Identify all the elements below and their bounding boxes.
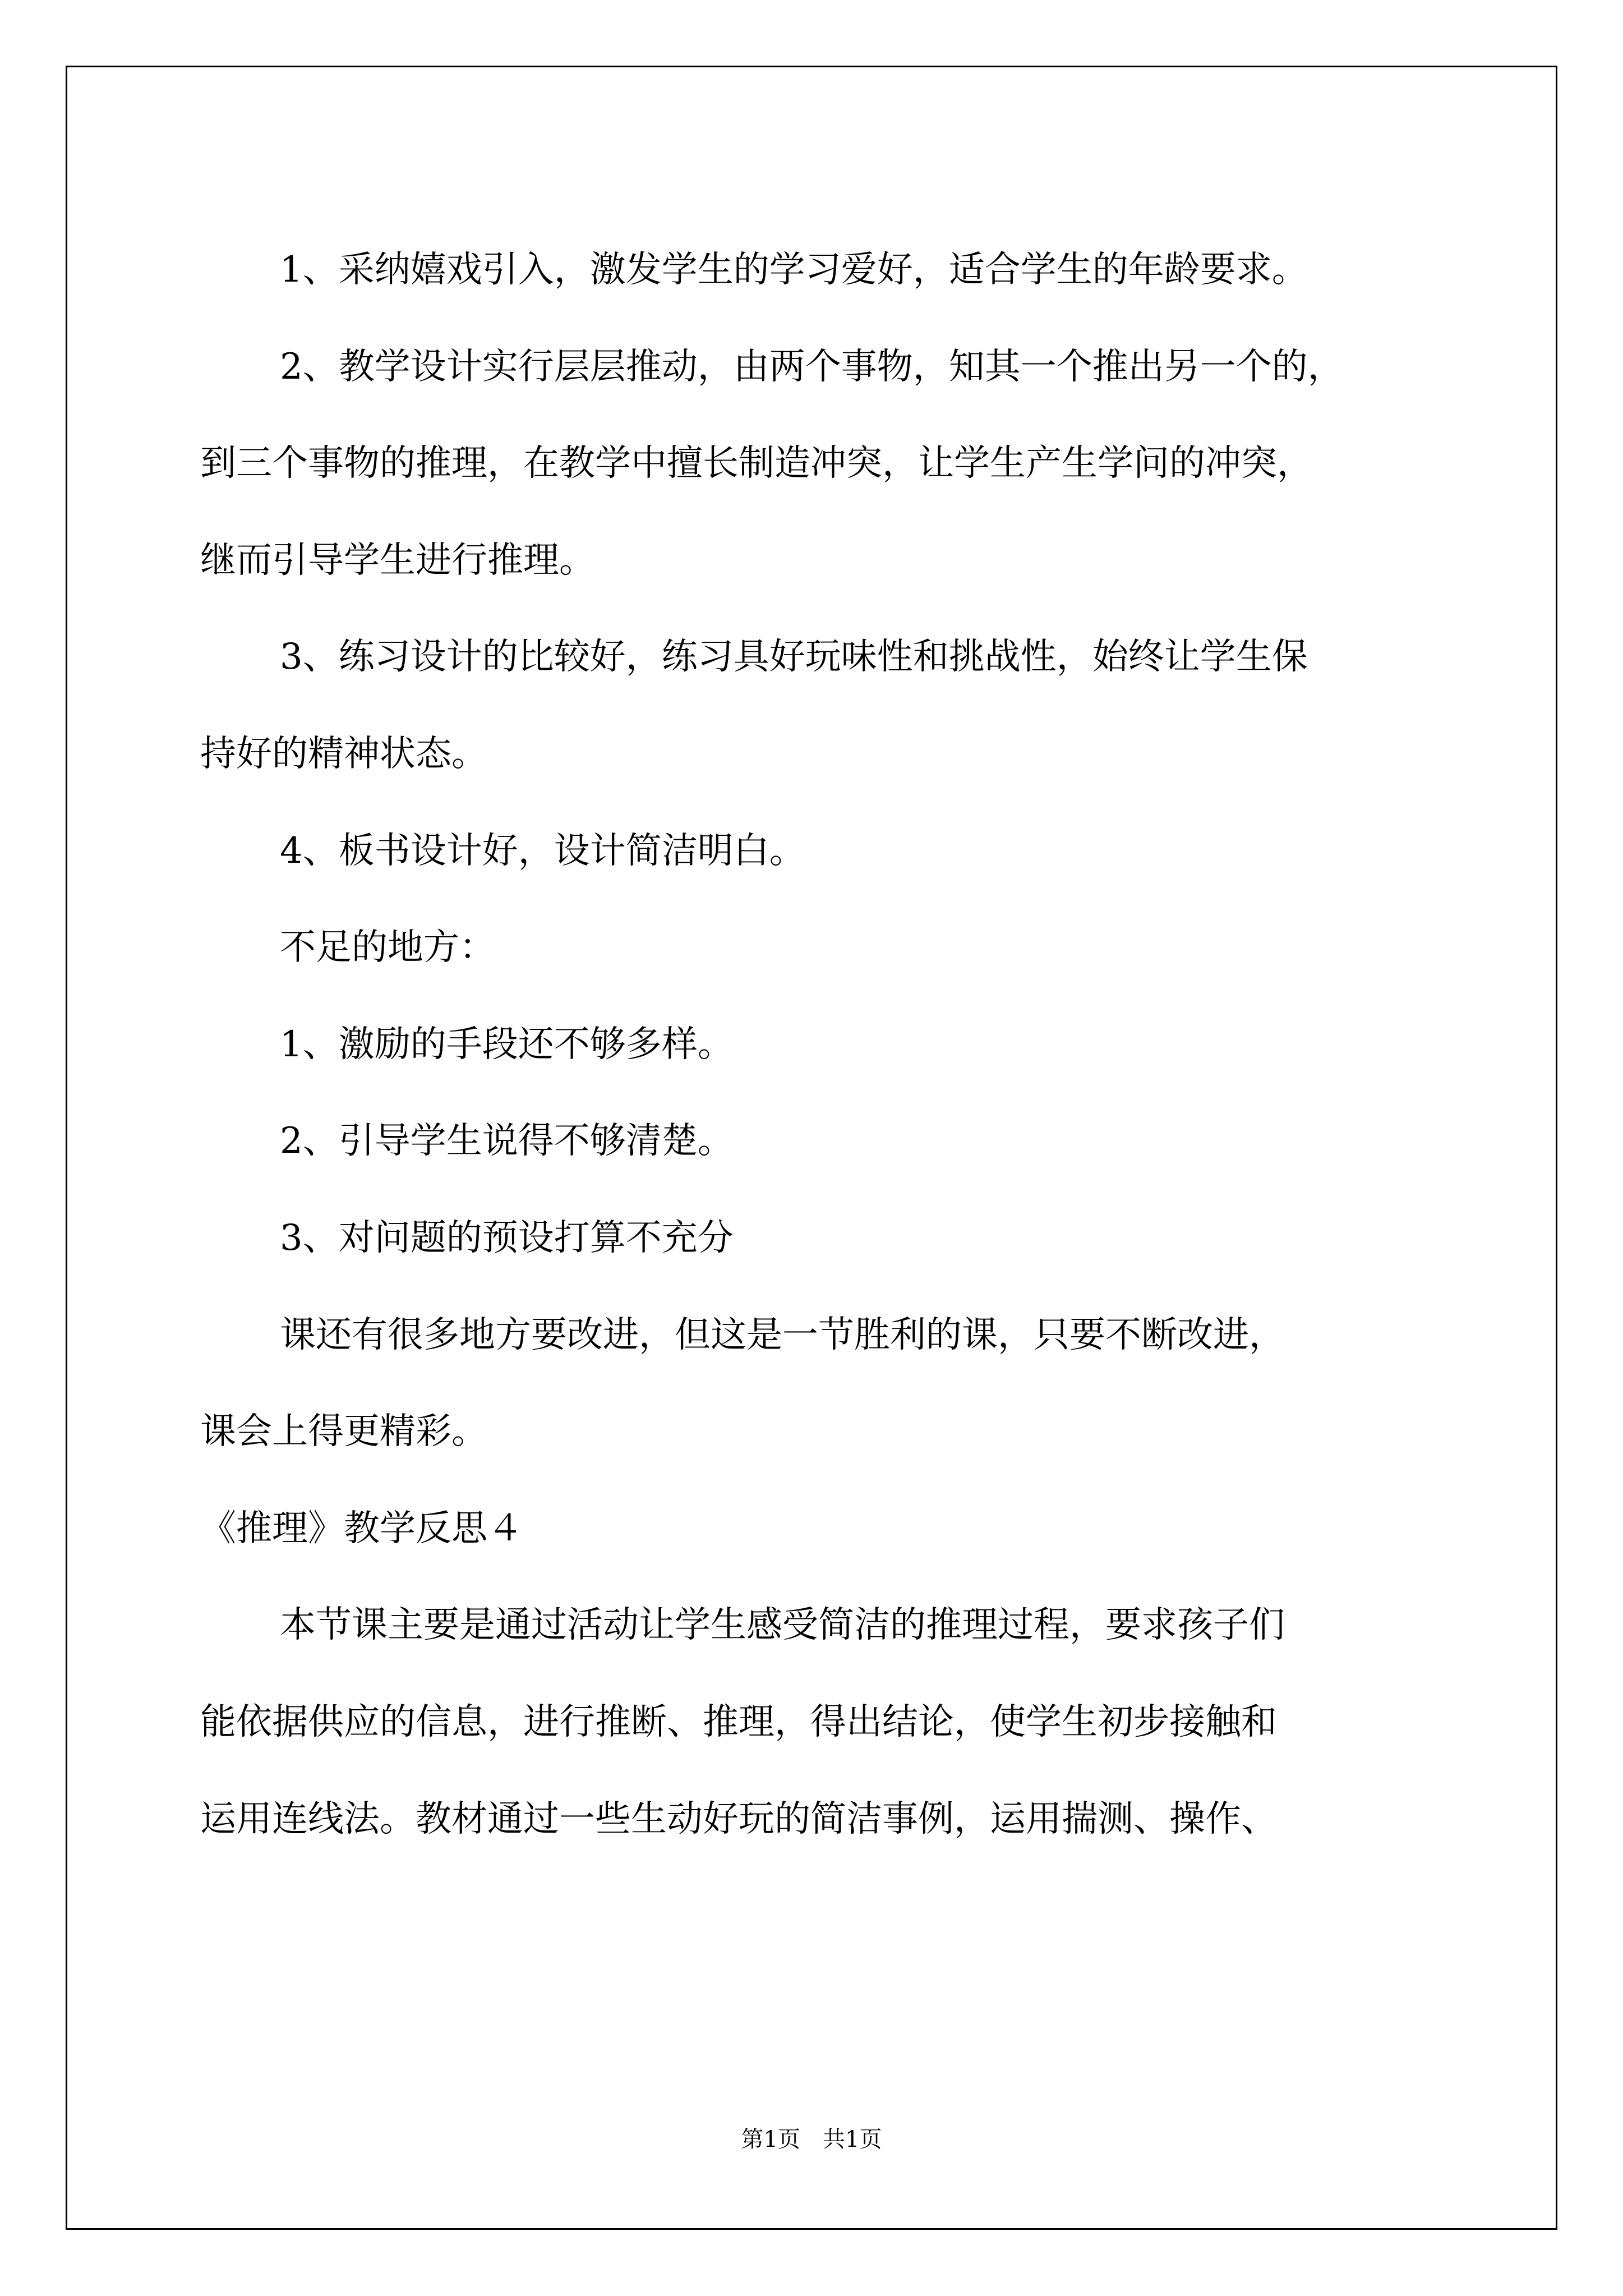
paragraph-line: 持好的精神状态。 bbox=[200, 733, 487, 775]
document-body bbox=[200, 222, 1468, 1867]
paragraph-line: 4、板书设计好，设计简洁明白。 bbox=[280, 830, 805, 872]
paragraph-line: 能依据供应的信息，进行推断、推理，得出结论，使学生初步接触和 bbox=[200, 1701, 1277, 1743]
paragraph-line: 1、激励的手段还不够多样。 bbox=[280, 1023, 734, 1065]
paragraph-line: 3、练习设计的比较好，练习具好玩味性和挑战性，始终让学生保 bbox=[280, 636, 1308, 678]
paragraph-line: 1、采纳嬉戏引入，激发学生的学习爱好，适合学生的年龄要求。 bbox=[280, 249, 1308, 291]
paragraph-line: 不足的地方： bbox=[280, 927, 495, 969]
paragraph-line: 课还有很多地方要改进，但这是一节胜利的课，只要不断改进， bbox=[280, 1314, 1285, 1356]
section-heading: 《推理》教学反思４ bbox=[200, 1507, 523, 1549]
paragraph-line: 本节课主要是通过活动让学生感受简洁的推理过程，要求孩子们 bbox=[280, 1604, 1285, 1646]
paragraph-line: 3、对问题的预设打算不充分 bbox=[280, 1217, 734, 1259]
paragraph-line: 2、引导学生说得不够清楚。 bbox=[280, 1120, 734, 1162]
page-footer: 第1页 共1页 bbox=[741, 2127, 882, 2152]
paragraph-line: 2、教学设计实行层层推动，由两个事物，知其一个推出另一个的， bbox=[280, 346, 1344, 388]
paragraph-line: 到三个事物的推理，在教学中擅长制造冲突，让学生产生学问的冲突， bbox=[200, 443, 1313, 485]
paragraph-line: 课会上得更精彩。 bbox=[200, 1411, 487, 1453]
paragraph-line: 继而引导学生进行推理。 bbox=[200, 539, 595, 581]
paragraph-line: 运用连线法。教材通过一些生动好玩的简洁事例，运用揣测、操作、 bbox=[200, 1798, 1277, 1840]
